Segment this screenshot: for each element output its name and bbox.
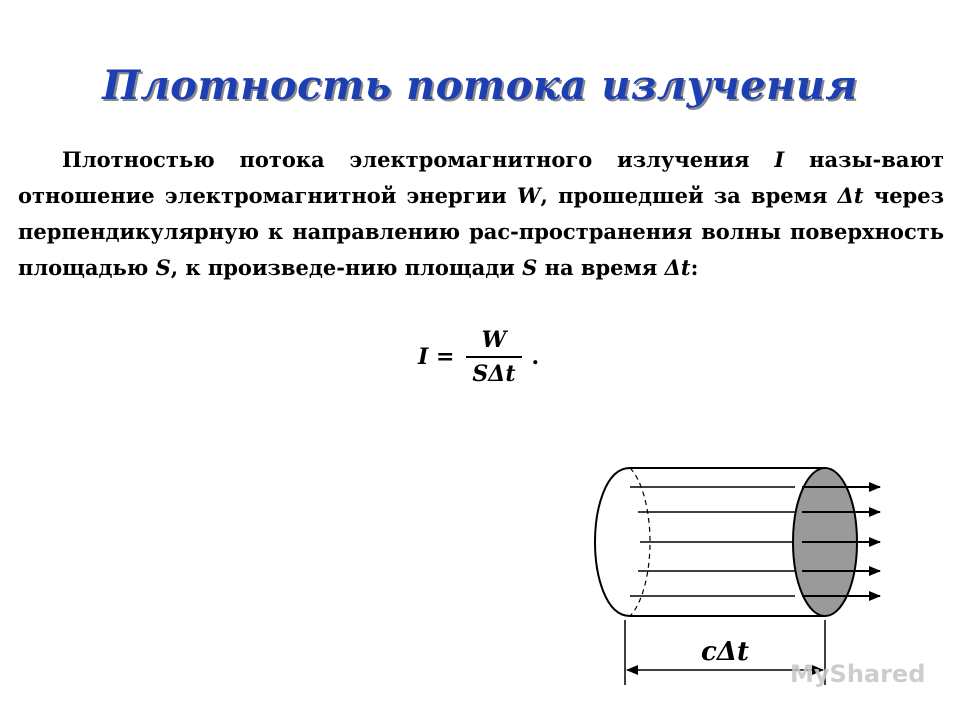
symbol-delta-t: Δt <box>837 183 864 208</box>
text-part-2: назы-вают отношение электромагнитной энергии <box>18 147 945 208</box>
symbol-delta-t-2: Δt <box>664 255 691 280</box>
slide-title: Плотность потока излучения <box>102 62 858 109</box>
text-part-3: , прошедшей за время <box>540 183 838 208</box>
intensity-formula <box>418 326 539 388</box>
text-part-4: через перпендикулярную к направлению рас-пространения волны поверхность площадью <box>18 183 944 280</box>
watermark: MyShared <box>790 660 926 688</box>
cylinder-left-cap <box>595 468 630 616</box>
symbol-area-2: S <box>522 255 538 280</box>
symbol-energy: W <box>516 183 541 208</box>
cylinder-body <box>595 468 880 616</box>
definition-paragraph <box>18 142 944 286</box>
cylinder-diagram <box>590 460 930 690</box>
fraction-bar <box>466 356 521 358</box>
formula-numerator: W <box>481 327 507 353</box>
text-part-5: , к произведе-нию площади <box>170 255 523 280</box>
formula-terminator: . <box>531 344 540 370</box>
formula-lhs: I = <box>418 344 455 370</box>
symbol-area: S <box>155 255 171 280</box>
formula-denominator: SΔt <box>472 361 516 387</box>
text-part-1: Плотностью потока электромагнитного излучения <box>62 147 775 172</box>
formula-fraction <box>466 327 521 387</box>
text-part-7: : <box>690 255 699 280</box>
text-part-6: на время <box>537 255 665 280</box>
symbol-intensity: I <box>774 147 785 172</box>
dimension-label: cΔt <box>700 637 750 667</box>
